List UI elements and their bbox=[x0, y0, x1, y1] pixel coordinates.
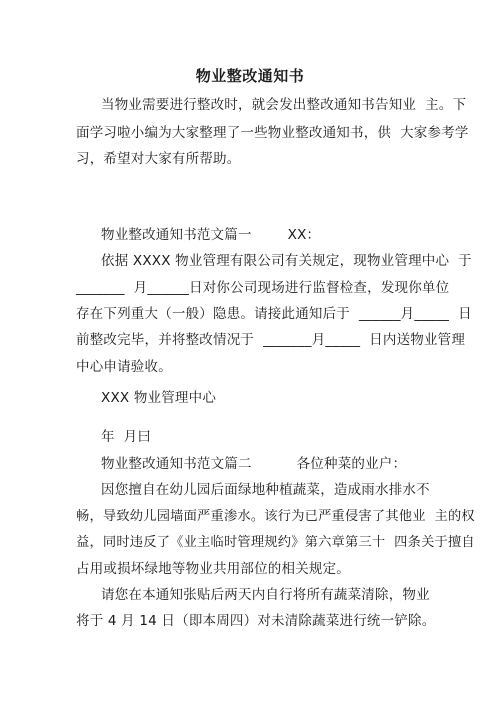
document-title: 物业整改通知书 bbox=[195, 67, 305, 85]
paragraph-line: 请您在本通知张贴后两天内自行将所有蔬菜清除，物业 bbox=[101, 587, 430, 603]
date-line: 年 月曰 bbox=[101, 429, 152, 445]
signature-line: XXX 物业管理中心 bbox=[101, 390, 217, 406]
paragraph-line: 依据 XXXX 物业管理有限公司有关规定，现物业管理中心 于 bbox=[101, 253, 472, 269]
paragraph-line: 当物业需要进行整改时，就会发出整改通知书告知业 主。下 bbox=[101, 97, 467, 113]
paragraph-line: 因您擅自在幼儿园后面绿地种植蔬菜，造成雨水排水不 bbox=[101, 482, 430, 498]
paragraph-line: 畅，导致幼儿园墙面严重渗水。该行为已严重侵害了其他业 主的权 bbox=[76, 509, 475, 524]
paragraph-line: 存在下列重大（一般）隐患。请接此通知后于 ______月_____ 日 bbox=[76, 306, 472, 322]
section-heading: 物业整改通知书范文篇一 XX： bbox=[101, 227, 321, 243]
paragraph-line: 前整改完毕，并将整改情况于 _______月_____ 日内送物业管理 bbox=[76, 332, 466, 348]
paragraph-line: 习，希望对大家有所帮助。 bbox=[76, 151, 241, 167]
section-heading: 物业整改通知书范文篇二 各位种菜的业户： bbox=[101, 456, 407, 472]
paragraph-line: 面学习啦小编为大家整理了一些物业整改通知书，供 大家参考学 bbox=[76, 125, 469, 141]
paragraph-line: _______ 月______日对你公司现场进行监督检查，发现你单位 bbox=[76, 280, 450, 296]
paragraph-line: 益，同时违反了《业主临时管理规约》第六章第三十 四条关于擅自 bbox=[76, 535, 475, 550]
paragraph-line: 将于 4 月 14 日（即本周四）对未清除蔬菜进行统一铲除。 bbox=[76, 613, 436, 629]
paragraph-line: 占用或损坏绿地等物业共用部位的相关规定。 bbox=[76, 561, 350, 577]
paragraph-line: 中心申请验收。 bbox=[76, 359, 172, 375]
